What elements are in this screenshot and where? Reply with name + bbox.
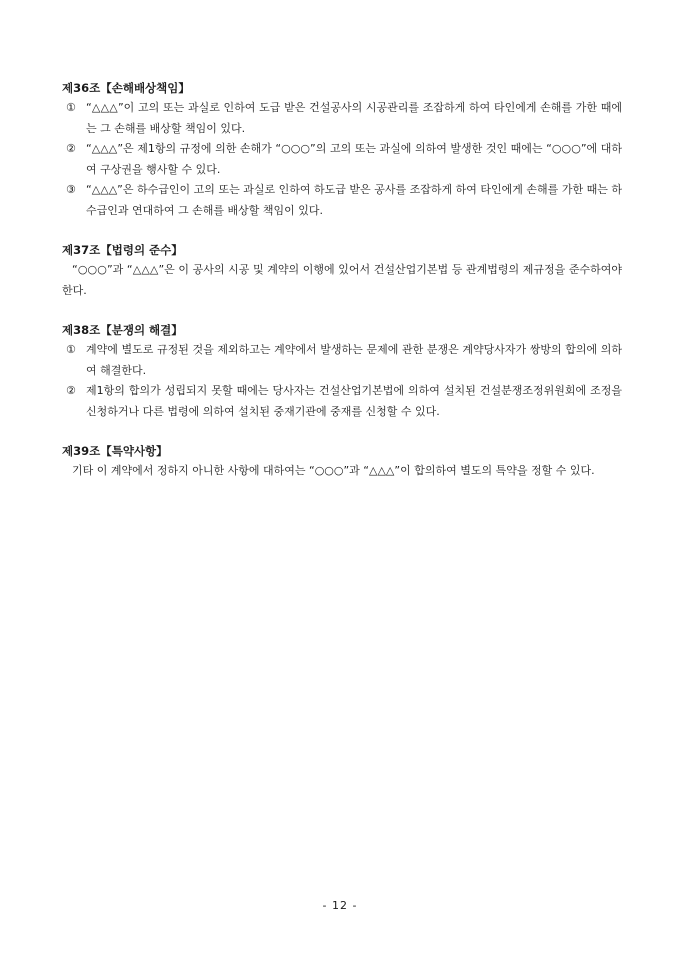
page-number: - 12 - bbox=[322, 899, 358, 912]
clause-text: “△△△”은 제1항의 규정에 의한 손해가 “○○○”의 고의 또는 과실에 의하여 발생한 것인 때에는 “○○○”에 대하여 구상권을 행사할 수 있다. bbox=[86, 142, 622, 176]
article-38 bbox=[62, 320, 622, 422]
clause-text: “△△△”은 하수급인이 고의 또는 과실로 인하여 하도급 받은 공사를 조잡하게 하여 타인에게 손해를 가한 때는 하수급인과 연대하여 그 손해를 배상할 책임이 있다. bbox=[86, 183, 622, 217]
article-heading: 제37조【법령의 준수】 bbox=[62, 243, 183, 257]
clause-number: ① bbox=[66, 101, 76, 114]
article-paragraph: “○○○”과 “△△△”은 이 공사의 시공 및 계약의 이행에 있어서 건설산업기본법 등 관계법령의 제규정을 준수하여야 한다. bbox=[62, 263, 622, 297]
article-39 bbox=[62, 441, 622, 482]
clause-number: ② bbox=[66, 384, 76, 397]
clause-number: ③ bbox=[66, 183, 76, 196]
clause-number: ① bbox=[66, 343, 76, 356]
article-heading: 제38조【분쟁의 해결】 bbox=[62, 323, 183, 337]
clause-number: ② bbox=[66, 142, 76, 155]
clause-text: “△△△”이 고의 또는 과실로 인하여 도급 받은 건설공사의 시공관리를 조잡하게 하여 타인에게 손해를 가한 때에는 그 손해를 배상할 책임이 있다. bbox=[86, 101, 622, 135]
clause-item bbox=[62, 381, 622, 422]
clause-text: 계약에 별도로 규정된 것을 제외하고는 계약에서 발생하는 문제에 관한 분쟁은 계약당사자가 쌍방의 합의에 의하여 해결한다. bbox=[86, 343, 622, 377]
article-36 bbox=[62, 78, 622, 221]
clause-item bbox=[62, 180, 622, 221]
clause-text: 제1항의 합의가 성립되지 못할 때에는 당사자는 건설산업기본법에 의하여 설치된 건설분쟁조정위원회에 조정을 신청하거나 다른 법령에 의하여 설치된 중재기관에 중재를 신청할 수 있다. bbox=[86, 384, 622, 418]
article-paragraph: 기타 이 계약에서 정하지 아니한 사항에 대하여는 “○○○”과 “△△△”이 합의하여 별도의 특약을 정할 수 있다. bbox=[72, 464, 595, 477]
article-heading: 제39조【특약사항】 bbox=[62, 444, 168, 458]
clause-item bbox=[62, 340, 622, 381]
article-37 bbox=[62, 240, 622, 301]
article-heading: 제36조【손해배상책임】 bbox=[62, 81, 190, 95]
clause-item bbox=[62, 139, 622, 180]
document-body bbox=[62, 78, 622, 501]
clause-item bbox=[62, 98, 622, 139]
